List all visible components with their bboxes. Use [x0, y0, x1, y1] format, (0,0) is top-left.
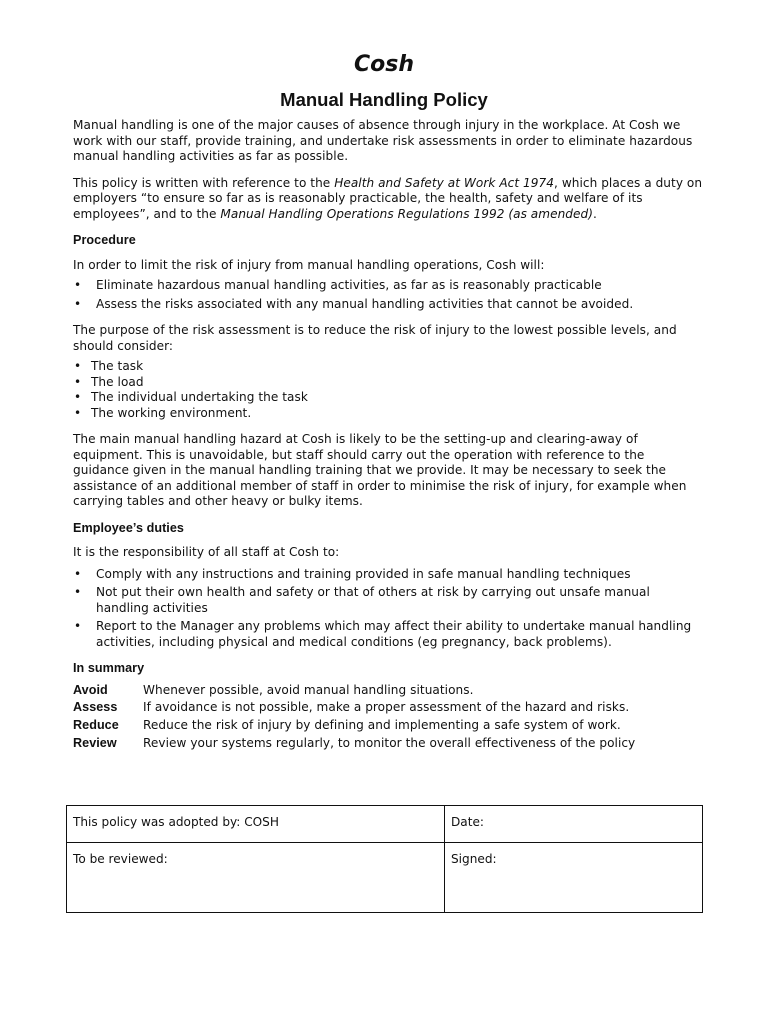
procedure-list [73, 278, 703, 312]
document-subtitle: Manual Handling Policy [280, 89, 488, 110]
procedure-heading: Procedure [73, 233, 136, 247]
summary-definition: If avoidance is not possible, make a proper assessment of the hazard and risks. [143, 700, 630, 715]
intro-paragraph: Manual handling is one of the major causes of absence through injury in the workplace. At Cosh we work with our staff, provide training, and undertake risk assessments in order to eliminate hazardous manual handling activities as far as possible. [73, 118, 693, 163]
summary-heading: In summary [73, 661, 145, 675]
summary-term: Review [73, 735, 117, 750]
adopted-by-cell: This policy was adopted by: COSH [67, 806, 445, 843]
table-row [67, 806, 703, 843]
summary-row-avoid [73, 682, 703, 700]
list-item: • The load [73, 375, 703, 391]
duties-lead: It is the responsibility of all staff at Cosh to: [73, 545, 340, 559]
reference-text-c: . [593, 206, 597, 221]
reference-text-b: , which places a duty on employers “to ensure so far as is reasonably practicable, the health, safety and welfare of its employees”, and to the [73, 175, 703, 221]
duties-list [73, 567, 703, 651]
document-title: Cosh [353, 52, 415, 77]
document-body [73, 118, 703, 753]
act-name: Health and Safety at Work Act 1974 [334, 175, 555, 190]
summary-term: Reduce [73, 718, 119, 733]
date-cell: Date: [445, 806, 703, 843]
reference-text-a: This policy is written with reference to the [73, 175, 335, 190]
list-item: • The task [73, 359, 703, 375]
regulations-name: Manual Handling Operations Regulations 1992 (as amended) [220, 206, 594, 221]
summary-list [73, 682, 703, 753]
consider-list [73, 359, 703, 421]
list-item: • Not put their own health and safety or that of others at risk by carrying out unsafe manual handling activities [73, 585, 703, 616]
review-cell: To be reviewed: [67, 843, 445, 913]
procedure-lead: In order to limit the risk of injury from manual handling operations, Cosh will: [73, 257, 545, 272]
purpose-paragraph: The purpose of the risk assessment is to reduce the risk of injury to the lowest possible levels, and should consider: [73, 323, 677, 353]
table-row [67, 843, 703, 913]
summary-term: Assess [73, 700, 118, 715]
summary-definition: Review your systems regularly, to monitor the overall effectiveness of the policy [143, 735, 636, 750]
summary-row-assess [73, 699, 703, 717]
list-item: • Assess the risks associated with any manual handling activities that cannot be avoided. [73, 297, 703, 313]
summary-definition: Reduce the risk of injury by defining and implementing a safe system of work. [143, 718, 621, 733]
duties-heading: Employee’s duties [73, 520, 184, 535]
summary-row-review [73, 735, 703, 753]
summary-row-reduce [73, 717, 703, 735]
list-item: • Comply with any instructions and training provided in safe manual handling techniques [73, 567, 703, 583]
signed-cell: Signed: [445, 843, 703, 913]
summary-definition: Whenever possible, avoid manual handling situations. [143, 682, 474, 697]
adoption-table [66, 805, 703, 913]
list-item: • The working environment. [73, 406, 703, 422]
hazard-paragraph: The main manual handling hazard at Cosh is likely to be the setting-up and clearing-away of equipment. This is unavoidable, but staff should carry out the operation with reference to the guidance given in the manual handling training that we provide. It may be necessary to seek the assistance of an additional member of staff in order to minimise the risk of injury, for example when carrying tables and other heavy or bulky items. [73, 432, 687, 508]
list-item: • Report to the Manager any problems which may affect their ability to undertake manual handling activities, including physical and medical conditions (eg pregnancy, back problems). [73, 619, 703, 650]
list-item: • The individual undertaking the task [73, 390, 703, 406]
reference-paragraph [73, 176, 703, 223]
summary-term: Avoid [73, 682, 108, 697]
list-item: • Eliminate hazardous manual handling activities, as far as is reasonably practicable [73, 278, 703, 294]
